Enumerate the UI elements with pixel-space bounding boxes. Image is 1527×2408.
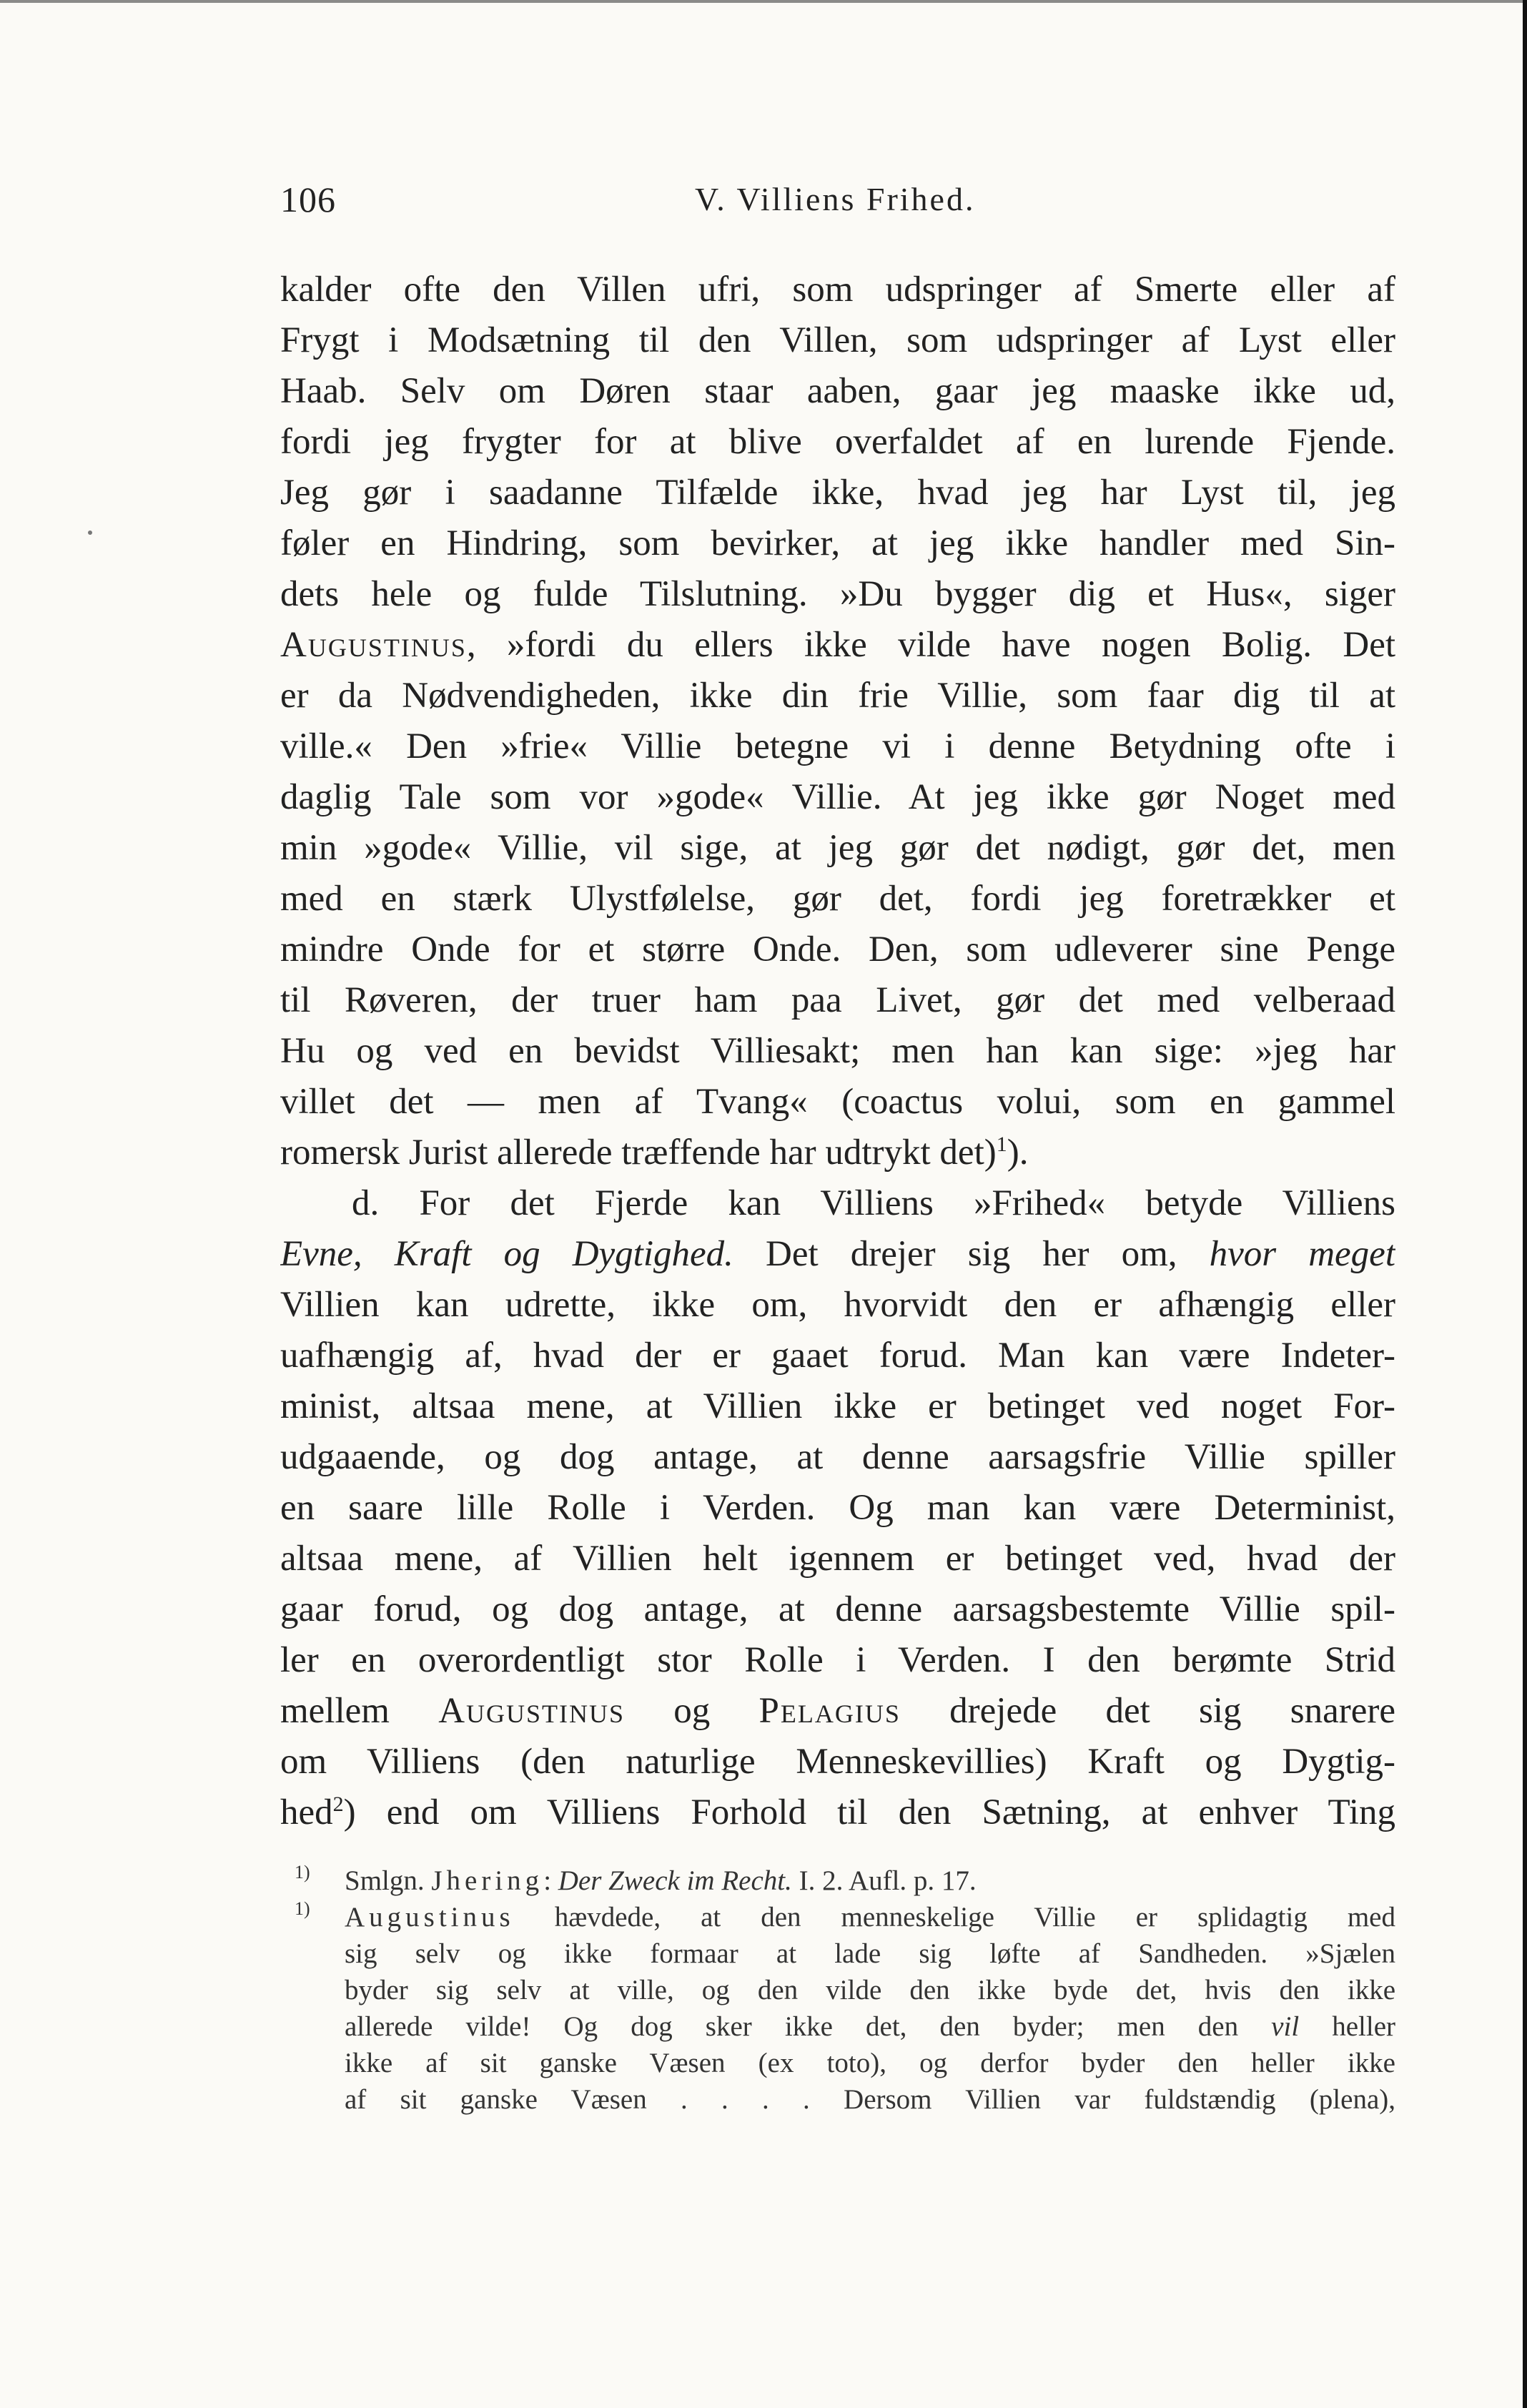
- footnotes: [280, 1862, 1395, 2118]
- footnote-1: [280, 1862, 1395, 1899]
- text-line: villet det — men af Tvang« (coactus volui, som en gammel: [280, 1082, 1395, 1122]
- text-line: føler en Hindring, som bevirker, at jeg ikke handler med Sin-: [280, 523, 1395, 563]
- text-line: er da Nødvendigheden, ikke din frie Villie, som faar dig til at: [280, 676, 1395, 716]
- text-line: daglig Tale som vor »gode« Villie. At jeg ikke gør Noget med: [280, 777, 1395, 817]
- footnote-marker: 1): [295, 1899, 310, 1919]
- text-span: heller: [1299, 2011, 1395, 2042]
- text-span: Det drejer sig her om,: [733, 1234, 1210, 1274]
- footnote-line: af sit ganske Væsen . . . . Dersom Villien var fuldstændig (plena),: [345, 2084, 1395, 2115]
- paragraph-start: d. For det Fjerde kan Villiens »Frihed« betyde Villiens: [352, 1183, 1395, 1223]
- text-span: mellem: [280, 1691, 439, 1731]
- page-top-edge: [0, 0, 1527, 3]
- text-span: I. 2. Aufl. p. 17.: [791, 1865, 977, 1896]
- footnote-line: [280, 2008, 1395, 2045]
- text-span: ) end om Villiens Forhold til den Sætning, at enhver Ting: [343, 1792, 1395, 1832]
- text-span: ).: [1007, 1133, 1029, 1173]
- text-line: dets hele og fulde Tilslutning. »Du bygger dig et Hus«, siger: [280, 574, 1395, 614]
- footnote-ref: 2: [332, 1792, 344, 1816]
- text-span: allerede vilde! Og dog sker ikke det, den byder; men den: [345, 2011, 1272, 2042]
- text-line: ville.« Den »frie« Villie betegne vi i denne Betydning ofte i: [280, 726, 1395, 766]
- page-header: [280, 164, 1395, 222]
- footnote-marker: 1): [295, 1862, 310, 1883]
- text-line: kalder ofte den Villen ufri, som udspringer af Smerte eller af: [280, 270, 1395, 310]
- footnote-line: sig selv og ikke formaar at lade sig løfte af Sandheden. »Sjælen: [345, 1938, 1395, 1969]
- text-line: Frygt i Modsætning til den Villen, som udspringer af Lyst eller: [280, 320, 1395, 360]
- text-line: til Røveren, der truer ham paa Livet, gør det med velberaad: [280, 980, 1395, 1020]
- text-span: romersk Jurist allerede træffende har udtrykt det): [280, 1133, 997, 1173]
- italic-phrase: Evne, Kraft og Dygtighed.: [280, 1234, 733, 1274]
- text-span: hed: [280, 1792, 333, 1832]
- author-name: Jhering: [431, 1865, 544, 1896]
- running-head: V. Villiens Frihed.: [695, 181, 976, 217]
- book-title: Der Zweck im Recht.: [558, 1865, 792, 1896]
- text-line: om Villiens (den naturlige Menneskevillies) Kraft og Dygtig-: [280, 1742, 1395, 1782]
- text-line: min »gode« Villie, vil sige, at jeg gør det nødigt, gør det, men: [280, 828, 1395, 868]
- text-line: minist, altsaa mene, at Villien ikke er betinget ved noget For-: [280, 1386, 1395, 1426]
- text-line: med en stærk Ulystfølelse, gør det, fordi jeg foretrækker et: [280, 879, 1395, 919]
- text-line: uafhængig af, hvad der er gaaet forud. Man kan være Indeter-: [280, 1336, 1395, 1376]
- text-line: [280, 1127, 1395, 1178]
- text-line: udgaaende, og dog antage, at denne aarsagsfrie Villie spiller: [280, 1437, 1395, 1477]
- margin-mark: [88, 531, 92, 535]
- text-line: Hu og ved en bevidst Villiesakt; men han kan sige: »jeg har: [280, 1031, 1395, 1071]
- author-name: Pelagius: [758, 1691, 901, 1731]
- text-line: ler en overordentligt stor Rolle i Verden. I den berømte Strid: [280, 1640, 1395, 1680]
- text-span: :: [543, 1865, 558, 1896]
- italic-phrase: hvor meget: [1209, 1234, 1395, 1274]
- text-line: [280, 1229, 1395, 1280]
- text-line: fordi jeg frygter for at blive overfaldet af en lurende Fjende.: [280, 422, 1395, 462]
- text-line: [280, 620, 1395, 671]
- author-name: Augustinus: [280, 625, 467, 665]
- text-line: altsaa mene, af Villien helt igennem er betinget ved, hvad der: [280, 1539, 1395, 1579]
- text-span: og: [625, 1691, 759, 1731]
- page-right-edge: [1523, 0, 1527, 2408]
- body-text: [280, 265, 1395, 1838]
- footnote-ref: 1: [996, 1133, 1007, 1156]
- footnote-2: [280, 1899, 1395, 1935]
- text-span: drejede det sig snarere: [900, 1691, 1395, 1731]
- text-span: , »fordi du ellers ikke vilde have nogen Bolig. Det: [466, 625, 1395, 665]
- text-line: Haab. Selv om Døren staar aaben, gaar jeg maaske ikke ud,: [280, 371, 1395, 411]
- text-line: en saare lille Rolle i Verden. Og man kan være Determinist,: [280, 1488, 1395, 1528]
- page-number: 106: [280, 179, 336, 219]
- footnote-line: ikke af sit ganske Væsen (ex toto), og derfor byder den heller ikke: [345, 2048, 1395, 2078]
- text-span: Smlgn.: [345, 1865, 432, 1896]
- footnote-line: byder sig selv at ville, og den vilde den ikke byde det, hvis den ikke: [345, 1975, 1395, 2005]
- text-line: mindre Onde for et større Onde. Den, som udleverer sine Penge: [280, 929, 1395, 969]
- text-line: [280, 1787, 1395, 1838]
- author-name: Augustinus: [438, 1691, 626, 1731]
- author-name: Augustinus: [345, 1902, 515, 1933]
- text-span: hævdede, at den menneskelige Villie er splidagtig med: [514, 1902, 1395, 1933]
- text-line: [280, 1686, 1395, 1737]
- text-line: Jeg gør i saadanne Tilfælde ikke, hvad jeg har Lyst til, jeg: [280, 473, 1395, 513]
- text-line: gaar forud, og dog antage, at denne aarsagsbestemte Villie spil-: [280, 1589, 1395, 1629]
- italic-word: vil: [1271, 2011, 1300, 2042]
- text-line: Villien kan udrette, ikke om, hvorvidt den er afhængig eller: [280, 1285, 1395, 1325]
